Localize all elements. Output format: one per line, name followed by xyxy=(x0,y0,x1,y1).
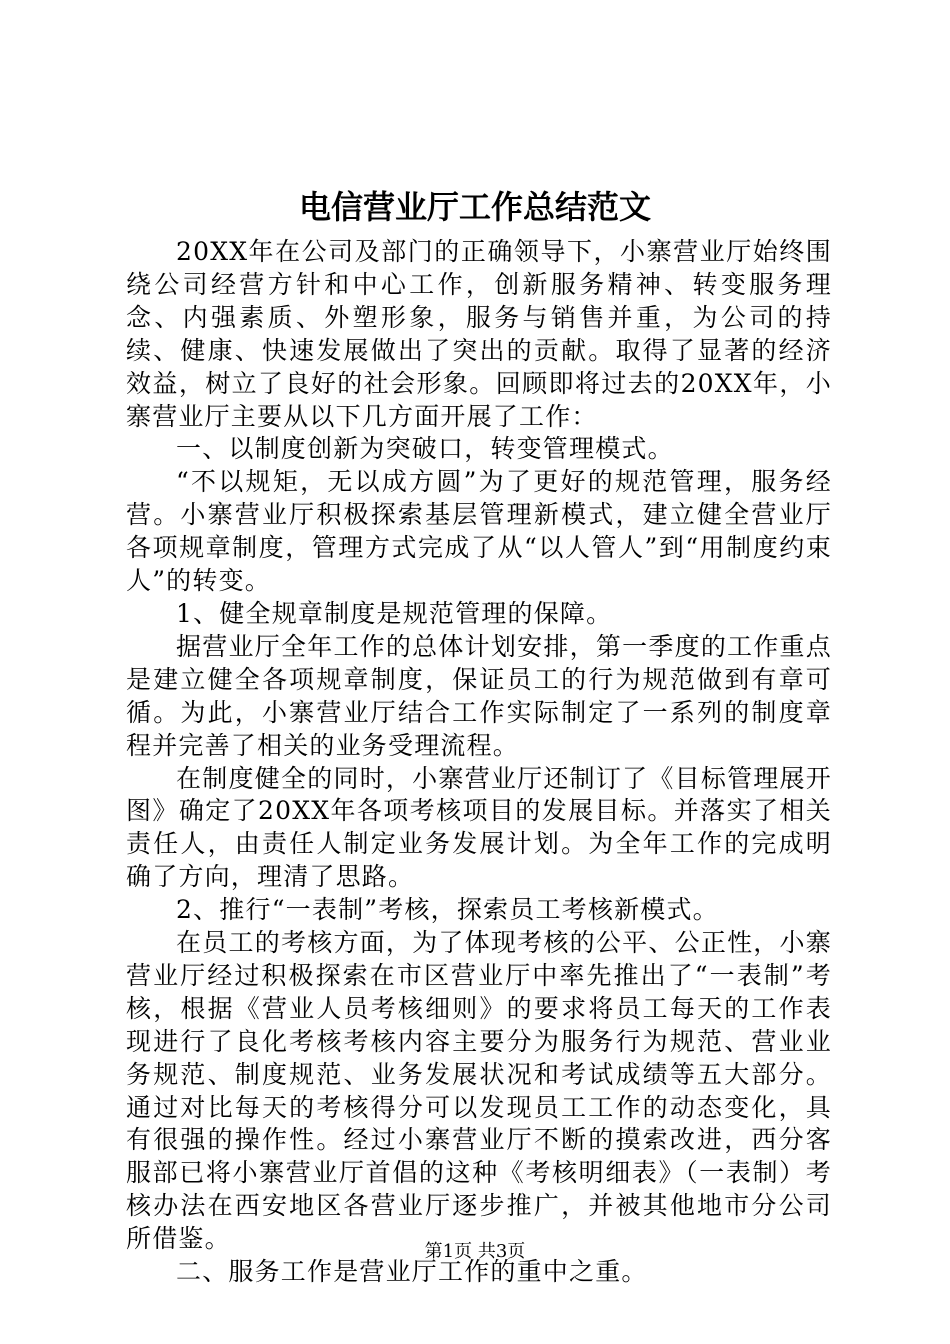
paragraph-targets: 在制度健全的同时，小寨营业厅还制订了《目标管理展开图》确定了20XX年各项考核项目的发展目标。并落实了相关责任人，由责任人制定业务发展计划。为全年工作的完成明确了方向，理清了思路。 xyxy=(126,763,832,892)
paragraph-rules: 据营业厅全年工作的总体计划安排，第一季度的工作重点是建立健全各项规章制度，保证员工的行为规范做到有章可循。为此，小寨营业厅结合工作实际制定了一系列的制度章程并完善了相关的业务受理流程。 xyxy=(126,631,832,760)
paragraph-assessment: 在员工的考核方面，为了体现考核的公平、公正性，小寨营业厅经过积极探索在市区营业厅中率先推出了“一表制”考核，根据《营业人员考核细则》的要求将员工每天的工作表现进行了良化考核考核内容主要分为服务行为规范、营业业务规范、制度规范、业务发展状况和考试成绩等五大部分。通过对比每天的考核得分可以发现员工工作的动态变化，具有很强的操作性。经过小寨营业厅不断的摸索改进，西分客服部已将小寨营业厅首倡的这种《考核明细表》（一表制）考核办法在西安地区各营业厅逐步推广，并被其他地市分公司所借鉴。 xyxy=(126,928,832,1254)
paragraph-management: “不以规矩，无以成方圆”为了更好的规范管理，服务经营。小寨营业厅积极探索基层管理新模式，建立健全营业厅各项规章制度，管理方式完成了从“以人管人”到“用制度约束人”的转变。 xyxy=(126,467,832,596)
document-title: 电信营业厅工作总结范文 xyxy=(298,188,651,226)
section-heading-2: 二、服务工作是营业厅工作的重中之重。 xyxy=(176,1257,648,1287)
subsection-heading-2: 2、推行“一表制”考核，探索员工考核新模式。 xyxy=(176,895,719,925)
subsection-heading-1: 1、健全规章制度是规范管理的保障。 xyxy=(176,598,613,628)
section-heading-1: 一、以制度创新为突破口，转变管理模式。 xyxy=(176,434,674,464)
paragraph-intro: 20XX年在公司及部门的正确领导下，小寨营业厅始终围绕公司经营方针和中心工作，创新服务精神、转变服务理念、内强素质、外塑形象，服务与销售并重，为公司的持续、健康、快速发展做出了突出的贡献。取得了显著的经济效益，树立了良好的社会形象。回顾即将过去的20XX年，小寨营业厅主要从以下几方面开展了工作： xyxy=(126,237,832,431)
page-number-footer: 第1页 共3页 xyxy=(424,1241,526,1262)
document-body xyxy=(126,236,832,1289)
